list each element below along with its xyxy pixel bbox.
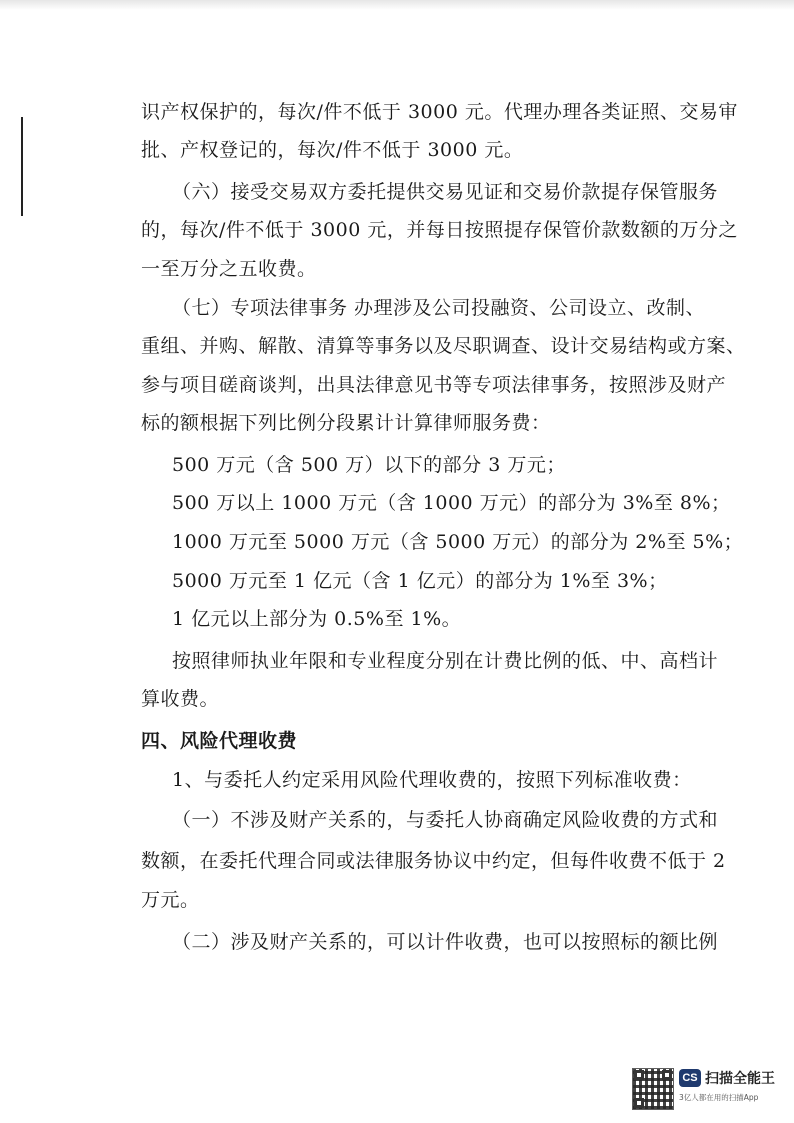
paragraph-line: （二）涉及财产关系的，可以计件收费，也可以按照标的额比例 bbox=[172, 931, 719, 953]
text-line: 重组、并购、解散、清算等事务以及尽职调查、设计交易结构或方案、 bbox=[141, 335, 746, 357]
paragraph-line: （六）接受交易双方委托提供交易见证和交易价款提存保管服务 bbox=[172, 181, 719, 203]
text-line: 识产权保护的，每次/件不低于 3000 元。代理办理各类证照、交易审 bbox=[141, 101, 738, 123]
text-line: 数额，在委托代理合同或法律服务协议中约定，但每件收费不低于 2 bbox=[141, 850, 726, 872]
qr-code-icon bbox=[632, 1068, 674, 1110]
text-line: 的，每次/件不低于 3000 元，并每日按照提存保管价款数额的万分之 bbox=[141, 219, 738, 241]
text-line: 万元。 bbox=[141, 889, 200, 911]
text-line: 标的额根据下列比例分段累计计算律师服务费： bbox=[141, 412, 551, 434]
fee-tier-line: 500 万元（含 500 万）以下的部分 3 万元； bbox=[172, 454, 566, 476]
app-tagline: 3亿人都在用的扫描App bbox=[679, 1093, 759, 1102]
app-name: 扫描全能王 bbox=[705, 1071, 775, 1087]
fee-tier-line: 1 亿元以上部分为 0.5%至 1%。 bbox=[172, 608, 462, 630]
section-heading: 四、风险代理收费 bbox=[141, 730, 298, 752]
text-line: 参与项目磋商谈判，出具法律意见书等专项法律事务，按照涉及财产 bbox=[141, 374, 727, 396]
paragraph-line: （一）不涉及财产关系的，与委托人协商确定风险收费的方式和 bbox=[172, 809, 719, 831]
fee-tier-line: 1000 万元至 5000 万元（含 5000 万元）的部分为 2%至 5%； bbox=[172, 531, 744, 553]
scanner-watermark bbox=[632, 1068, 792, 1114]
text-line: 一至万分之五收费。 bbox=[141, 258, 317, 280]
text-line: 算收费。 bbox=[141, 688, 220, 710]
paragraph-line: （七）专项法律事务 办理涉及公司投融资、公司设立、改制、 bbox=[172, 297, 706, 319]
scanner-brand bbox=[679, 1068, 775, 1103]
fee-tier-line: 5000 万元至 1 亿元（含 1 亿元）的部分为 1%至 3%； bbox=[172, 570, 668, 592]
text-line: 批、产权登记的，每次/件不低于 3000 元。 bbox=[141, 139, 524, 161]
paragraph-line: 1、与委托人约定采用风险代理收费的，按照下列标准收费： bbox=[172, 769, 692, 791]
fee-tier-line: 500 万以上 1000 万元（含 1000 万元）的部分为 3%至 8%； bbox=[172, 492, 731, 514]
camscanner-logo-icon: CS bbox=[679, 1069, 701, 1087]
paragraph-line: 按照律师执业年限和专业程度分别在计费比例的低、中、高档计 bbox=[172, 650, 719, 672]
